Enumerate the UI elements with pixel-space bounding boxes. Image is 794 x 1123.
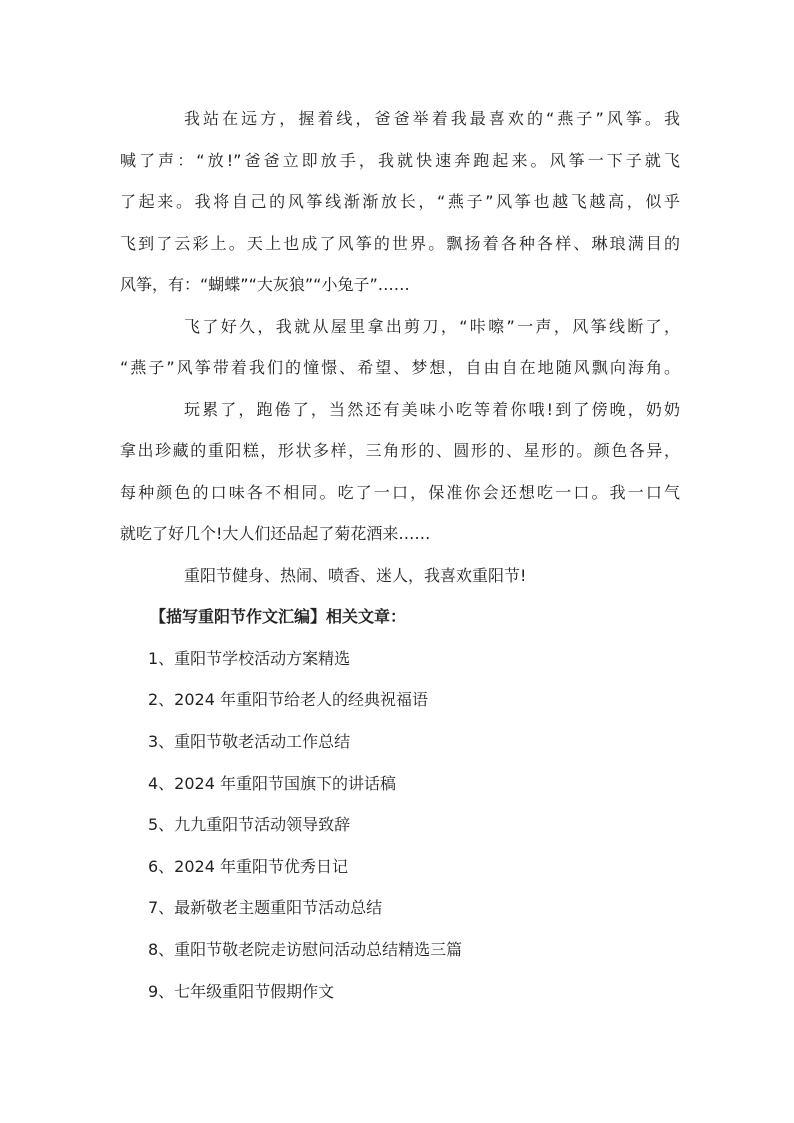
related-article-link-2[interactable]: 2、2024 年重阳节给老人的经典祝福语: [148, 690, 428, 709]
related-article-link-6[interactable]: 6、2024 年重阳节优秀日记: [148, 857, 348, 876]
paragraph-3-line-3: 每种颜色的口味各不相同。吃了一口，保准你会还想吃一口。我一口气: [120, 483, 680, 502]
paragraph-3-line-4: 就吃了好几个!大人们还品起了菊花酒来……: [120, 524, 431, 543]
related-article-link-3[interactable]: 3、重阳节敬老活动工作总结: [148, 732, 351, 751]
paragraph-1-line-2: 喊了声：“放!”爸爸立即放手，我就快速奔跑起来。风筝一下子就飞: [120, 151, 680, 170]
paragraph-2-line-2: “燕子”风筝带着我们的憧憬、希望、梦想，自由自在地随风飘向海角。: [120, 358, 680, 377]
paragraph-3-line-1: 玩累了，跑倦了，当然还有美味小吃等着你哦!到了傍晚，奶奶: [184, 400, 680, 419]
paragraph-2-line-1: 飞了好久，我就从屋里拿出剪刀，“咔嚓”一声，风筝线断了，: [184, 317, 680, 336]
paragraph-1-line-1: 我站在远方，握着线，爸爸举着我最喜欢的“燕子”风筝。我: [184, 109, 680, 128]
related-article-link-9[interactable]: 9、七年级重阳节假期作文: [148, 982, 335, 1001]
paragraph-1-line-4: 飞到了云彩上。天上也成了风筝的世界。飘扬着各种各样、琳琅满目的: [120, 234, 680, 253]
related-article-link-4[interactable]: 4、2024 年重阳节国旗下的讲话稿: [148, 774, 396, 793]
related-articles-heading: 【描写重阳节作文汇编】相关文章：: [150, 607, 407, 626]
paragraph-3-line-2: 拿出珍藏的重阳糕，形状多样，三角形的、圆形的、星形的。颜色各异，: [120, 441, 680, 460]
related-article-link-8[interactable]: 8、重阳节敬老院走访慰问活动总结精选三篇: [148, 940, 463, 959]
related-article-link-1[interactable]: 1、重阳节学校活动方案精选: [148, 649, 351, 668]
paragraph-4-line-1: 重阳节健身、热闹、喷香、迷人，我喜欢重阳节!: [184, 566, 527, 585]
related-article-link-5[interactable]: 5、九九重阳节活动领导致辞: [148, 815, 351, 834]
paragraph-1-line-5: 风筝，有：“蝴蝶”“大灰狼”“小兔子”……: [120, 275, 410, 294]
related-article-link-7[interactable]: 7、最新敬老主题重阳节活动总结: [148, 898, 383, 917]
paragraph-1-line-3: 了起来。我将自己的风筝线渐渐放长，“燕子”风筝也越飞越高，似乎: [120, 192, 680, 211]
